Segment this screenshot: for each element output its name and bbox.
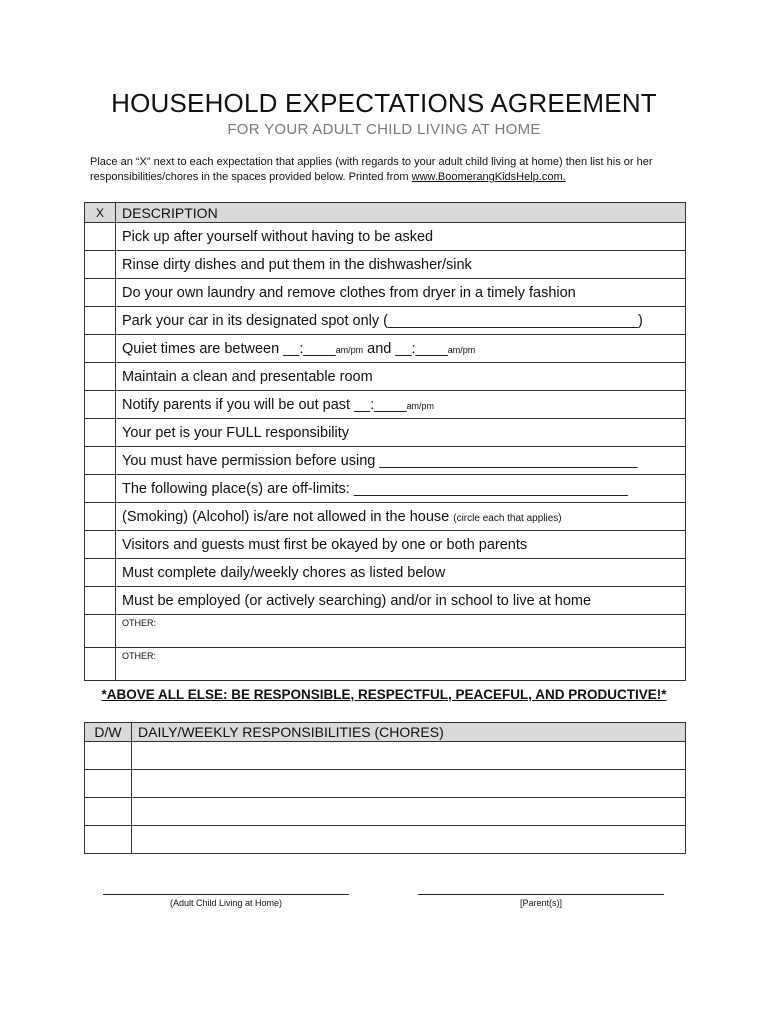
chores-table bbox=[84, 722, 686, 854]
expectation-description: Visitors and guests must first be okayed by one or both parents bbox=[116, 531, 686, 559]
checkbox-cell[interactable] bbox=[85, 307, 116, 335]
table-row bbox=[85, 279, 686, 307]
checkbox-cell[interactable] bbox=[85, 335, 116, 363]
expectation-description: Your pet is your FULL responsibility bbox=[116, 419, 686, 447]
expectation-description: Maintain a clean and presentable room bbox=[116, 363, 686, 391]
checkbox-cell[interactable] bbox=[85, 587, 116, 615]
table-row bbox=[85, 615, 686, 648]
quiet-times-prefix: Quiet times are between __:____ bbox=[122, 340, 336, 357]
chores-header-row bbox=[85, 723, 686, 742]
parent-signature-block bbox=[418, 894, 664, 908]
quiet-times-description bbox=[116, 335, 686, 363]
table-row bbox=[85, 475, 686, 503]
table-row bbox=[85, 587, 686, 615]
checkbox-cell[interactable] bbox=[85, 475, 116, 503]
table-row bbox=[85, 335, 686, 363]
chore-cell[interactable] bbox=[132, 826, 686, 854]
page-title: HOUSEHOLD EXPECTATIONS AGREEMENT bbox=[111, 88, 657, 118]
checkbox-cell[interactable] bbox=[85, 251, 116, 279]
quiet-times-middle: and __:____ bbox=[363, 340, 448, 357]
expectations-table bbox=[84, 202, 686, 681]
notify-description bbox=[116, 391, 686, 419]
table-row bbox=[85, 419, 686, 447]
checkbox-cell[interactable] bbox=[85, 447, 116, 475]
table-row bbox=[85, 826, 686, 854]
expectation-description: The following place(s) are off-limits: __________________________________ bbox=[116, 475, 686, 503]
description-column-header: DESCRIPTION bbox=[116, 203, 686, 223]
chore-cell[interactable] bbox=[132, 798, 686, 826]
checkbox-cell[interactable] bbox=[85, 615, 116, 648]
chore-cell[interactable] bbox=[132, 770, 686, 798]
checkbox-cell[interactable] bbox=[85, 279, 116, 307]
source-link[interactable]: www.BoomerangKidsHelp.com. bbox=[411, 171, 566, 183]
expectations-header-row bbox=[85, 203, 686, 223]
table-row bbox=[85, 307, 686, 335]
table-row bbox=[85, 559, 686, 587]
dw-cell[interactable] bbox=[85, 826, 132, 854]
checkbox-cell[interactable] bbox=[85, 363, 116, 391]
table-row bbox=[85, 363, 686, 391]
child-signature-block bbox=[103, 894, 349, 908]
table-row bbox=[85, 251, 686, 279]
intro-text: Place an “X” next to each expectation that applies (with regards to your adult child living at home) then list his or her responsibilities/chores in the spaces provided below. Printed from bbox=[90, 156, 653, 183]
other-field[interactable]: OTHER: bbox=[116, 615, 686, 648]
dw-column-header: D/W bbox=[85, 723, 132, 742]
expectation-description: Do your own laundry and remove clothes from dryer in a timely fashion bbox=[116, 279, 686, 307]
other-field[interactable]: OTHER: bbox=[116, 648, 686, 681]
table-row bbox=[85, 531, 686, 559]
expectation-description: Must be employed (or actively searching) and/or in school to live at home bbox=[116, 587, 686, 615]
table-row bbox=[85, 770, 686, 798]
page-subtitle: FOR YOUR ADULT CHILD LIVING AT HOME bbox=[227, 121, 541, 138]
expectation-description: You must have permission before using ________________________________ bbox=[116, 447, 686, 475]
ampm-label: am/pm bbox=[335, 344, 364, 355]
smoking-text: (Smoking) (Alcohol) is/are not allowed in the house bbox=[122, 508, 454, 525]
table-row bbox=[85, 742, 686, 770]
checkbox-cell[interactable] bbox=[85, 503, 116, 531]
smoking-description bbox=[116, 503, 686, 531]
check-column-header: X bbox=[85, 203, 116, 223]
table-row bbox=[85, 648, 686, 681]
checkbox-cell[interactable] bbox=[85, 223, 116, 251]
table-row bbox=[85, 798, 686, 826]
table-row bbox=[85, 391, 686, 419]
table-row bbox=[85, 447, 686, 475]
child-signature-line[interactable] bbox=[103, 894, 349, 895]
chores-column-header: DAILY/WEEKLY RESPONSIBILITIES (CHORES) bbox=[132, 723, 686, 742]
circle-note: (circle each that applies) bbox=[453, 512, 562, 524]
notify-prefix: Notify parents if you will be out past __:____ bbox=[122, 396, 407, 413]
expectation-description: Pick up after yourself without having to be asked bbox=[116, 223, 686, 251]
checkbox-cell[interactable] bbox=[85, 531, 116, 559]
intro-paragraph bbox=[90, 155, 690, 185]
ampm-label: am/pm bbox=[406, 400, 435, 411]
expectation-description: Rinse dirty dishes and put them in the dishwasher/sink bbox=[116, 251, 686, 279]
ampm-label: am/pm bbox=[447, 344, 476, 355]
table-row bbox=[85, 223, 686, 251]
checkbox-cell[interactable] bbox=[85, 648, 116, 681]
checkbox-cell[interactable] bbox=[85, 419, 116, 447]
parent-signature-caption: [Parent(s)] bbox=[519, 898, 562, 908]
parent-signature-line[interactable] bbox=[418, 894, 664, 895]
expectation-description: Must complete daily/weekly chores as listed below bbox=[116, 559, 686, 587]
dw-cell[interactable] bbox=[85, 742, 132, 770]
expectation-description: Park your car in its designated spot only (_______________________________) bbox=[116, 307, 686, 335]
chore-cell[interactable] bbox=[132, 742, 686, 770]
child-signature-caption: (Adult Child Living at Home) bbox=[169, 898, 283, 908]
dw-cell[interactable] bbox=[85, 770, 132, 798]
checkbox-cell[interactable] bbox=[85, 559, 116, 587]
checkbox-cell[interactable] bbox=[85, 391, 116, 419]
table-row bbox=[85, 503, 686, 531]
motto-text: *ABOVE ALL ELSE: BE RESPONSIBLE, RESPECTFUL, PEACEFUL, AND PRODUCTIVE!* bbox=[101, 687, 667, 702]
dw-cell[interactable] bbox=[85, 798, 132, 826]
